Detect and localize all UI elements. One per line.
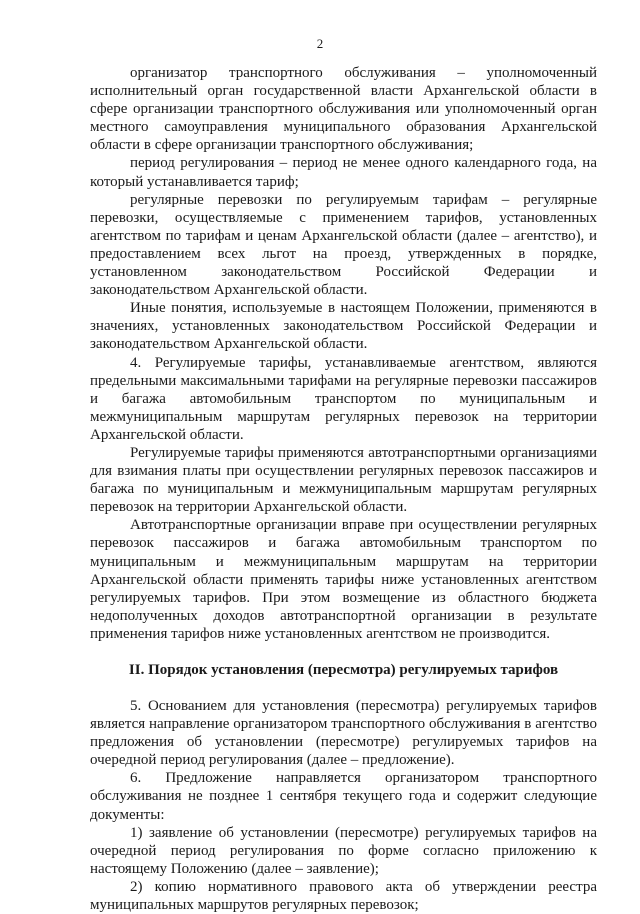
paragraph-tariff-application: Регулируемые тарифы применяются автотранспортными организациями для взимания платы при осуществлении регулярных перевозок пассажиров и багажа по муниципальным и межмуниципальным маршрутам регулярных перевозок на территории Архангельской области. xyxy=(90,444,597,516)
paragraph-item-4: 4. Регулируемые тарифы, устанавливаемые агентством, являются предельными максимальными тарифами на регулярные перевозки пассажиров и багажа автомобильным транспортом по муниципальным и межмуниципальным маршрутам регулярных перевозок на территории Архангельской области. xyxy=(90,354,597,443)
paragraph-item-6: 6. Предложение направляется организатором транспортного обслуживания не позднее 1 сентября текущего года и содержит следующие документы: xyxy=(90,770,597,823)
paragraph-definition-regular-transport: регулярные перевозки по регулируемым тарифам – регулярные перевозки, осуществляемые с применением тарифов, установленных агентством по тарифам и ценам Архангельской области (далее – агентство), и предоставлением всех льгот на проезд, утвержденных в порядке, установленном законодательством Российской Федерации и законодательством Архангельской области. xyxy=(90,191,597,299)
paragraph-subitem-1: 1) заявление об установлении (пересмотре) регулируемых тарифов на очередной период регулирования по форме согласно приложению к настоящему Положению (далее – заявление); xyxy=(90,824,597,877)
section-heading: II. Порядок установления (пересмотра) регулируемых тарифов xyxy=(128,662,559,678)
document-body xyxy=(90,64,597,914)
paragraph-definition-organizer: организатор транспортного обслуживания – уполномоченный исполнительный орган государственной власти Архангельской области в сфере организации транспортного обслуживания или уполномоченный орган местного самоуправления муниципального образования Архангельской области в сфере организации транспортного обслуживания; xyxy=(90,65,597,154)
paragraph-item-5: 5. Основанием для установления (пересмотра) регулируемых тарифов является направление организатором транспортного обслуживания в агентство предложения об установлении (пересмотре) регулируемых тарифов на очередной период регулирования (далее – предложение). xyxy=(90,698,597,769)
paragraph-lower-tariffs: Автотранспортные организации вправе при осуществлении регулярных перевозок пассажиров и багажа автомобильным транспортом по муниципальным и межмуниципальным маршрутам на территории Архангельской области применять тарифы ниже установленных агентством регулируемых тарифов. При этом возмещение из областного бюджета недополученных доходов автотранспортной организации в результате применения тарифов ниже установленных агентством не производится. xyxy=(90,517,597,642)
paragraph-definition-period: период регулирования – период не менее одного календарного года, на который устанавливается тариф; xyxy=(90,155,597,190)
paragraph-subitem-2: 2) копию нормативного правового акта об утверждении реестра муниципальных маршрутов регулярных перевозок; xyxy=(90,878,597,914)
paragraph-other-terms: Иные понятия, используемые в настоящем Положении, применяются в значениях, установленных законодательством Российской Федерации и законодательством Архангельской области. xyxy=(90,300,597,353)
page-number: 2 xyxy=(316,36,324,51)
